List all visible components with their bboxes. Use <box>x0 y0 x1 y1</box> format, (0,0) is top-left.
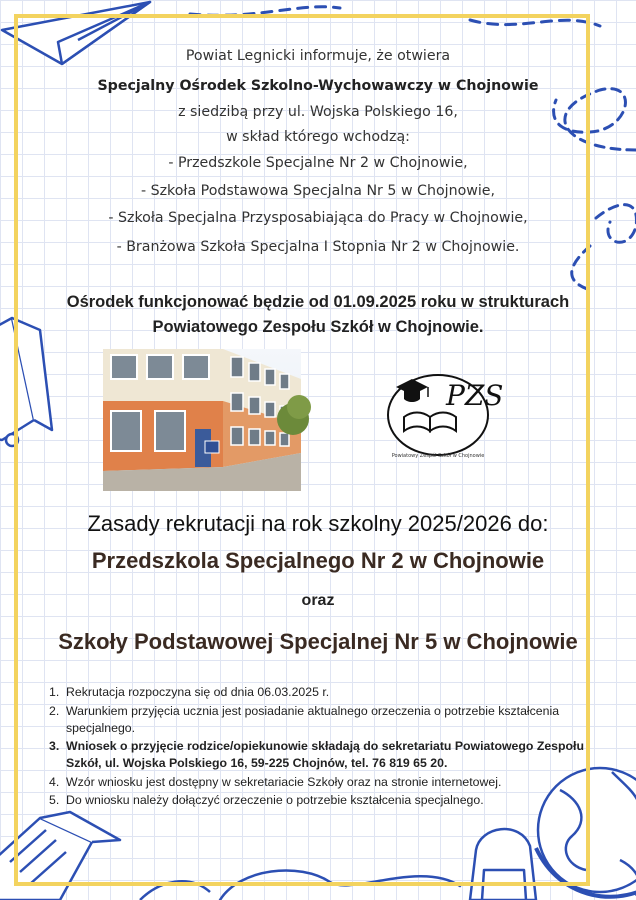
intro-line: Powiat Legnicki informuje, że otwiera <box>185 48 451 64</box>
rule-item: 5. Do wniosku należy dołączyć orzeczenie o potrzebie kształcenia specjalnego. <box>49 793 484 807</box>
recruitment-school-2: Szkoły Podstawowej Specjalnej Nr 5 w Chojnowie <box>58 629 578 654</box>
rule-item: 2. Warunkiem przyjęcia ucznia jest posiadanie aktualnego orzeczenia o potrzebie kształcenia specjalnego. <box>49 703 560 735</box>
school-item: - Branżowa Szkoła Specjalna I Stopnia Nr 2 w Chojnowie. <box>116 239 520 255</box>
school-item: - Szkoła Specjalna Przysposabiająca do Pracy w Chojnowie, <box>108 210 528 226</box>
pzs-logo <box>382 365 504 469</box>
school-item: - Przedszkole Specjalne Nr 2 w Chojnowie, <box>168 155 468 171</box>
logo-letters: PZS <box>446 379 504 412</box>
announcement-line: Ośrodek funkcjonować będzie od 01.09.2025 roku w strukturach <box>66 293 570 311</box>
rule-item: 4. Wzór wniosku jest dostępny w sekretariacie Szkoły oraz na stronie internetowej. <box>49 774 502 789</box>
rules-list <box>46 684 586 811</box>
rule-item: 1. Rekrutacja rozpoczyna się od dnia 06.03.2025 r. <box>49 685 330 699</box>
rule-item: 3. Wniosek o przyjęcie rodzice/opiekunowie składają do sekretariatu Powiatowego Zespołu Szkół, ul. Wojska Polskiego 16, 59-225 Chojnów, tel. 76 819 65 20. <box>49 739 584 770</box>
logo-caption: Powiatowy Zespół Szkół w Chojnowie <box>391 453 485 459</box>
recruitment-joiner: oraz <box>301 592 335 609</box>
school-building-photo <box>103 349 301 491</box>
intro-address: z siedzibą przy ul. Wojska Polskiego 16, <box>178 104 458 120</box>
school-item: - Szkoła Podstawowa Specjalna Nr 5 w Chojnowie, <box>140 183 496 199</box>
intro-composition: w skład którego wchodzą: <box>226 129 410 145</box>
recruitment-heading: Zasady rekrutacji na rok szkolny 2025/2026 do: <box>87 511 549 536</box>
center-name: Specjalny Ośrodek Szkolno-Wychowawczy w Chojnowie <box>97 78 539 94</box>
announcement-line: Powiatowego Zespołu Szkół w Chojnowie. <box>152 318 484 336</box>
recruitment-school-1: Przedszkola Specjalnego Nr 2 w Chojnowie <box>91 548 545 573</box>
